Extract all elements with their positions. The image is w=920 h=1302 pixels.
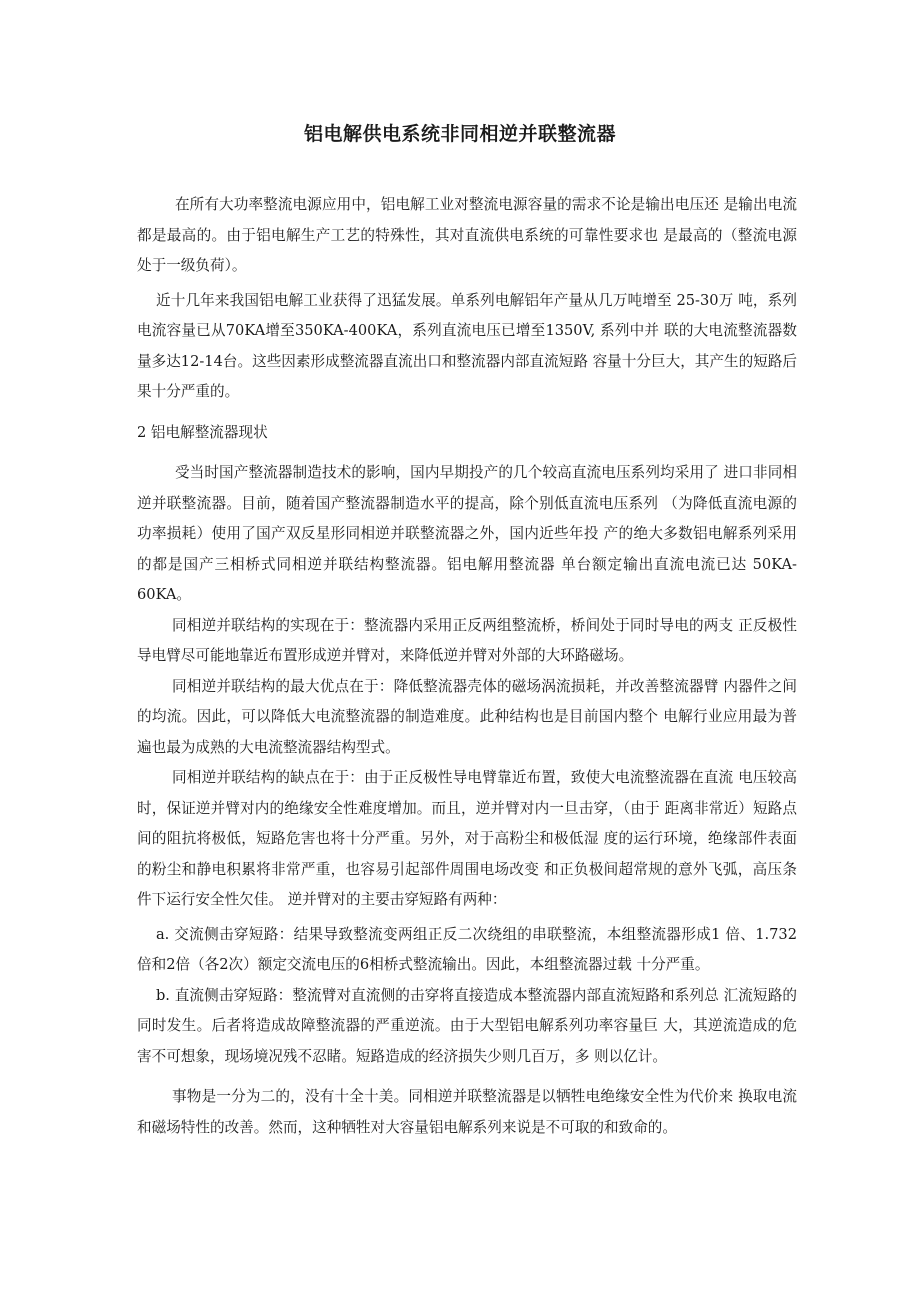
paragraph-status: 受当时国产整流器制造技术的影响，国内早期投产的几个较高直流电压系列均采用了 进口非同相逆并联整流器。目前，随着国产整流器制造水平的提高，除个别低直流电压系列 （为降低直流电源的功率损耗）使用了国产双反星形同相逆并联整流器之外，国内近些年投 产的绝大多数铝电解系列采用的都是国产三相桥式同相逆并联结构整流器。铝电解用整流器 单台额定输出直流电流已达 50KA-60KA。 — [137, 464, 797, 603]
paragraph-conclusion: 事物是一分为二的，没有十全十美。同相逆并联整流器是以牺牲电绝缘安全性为代价来 换取电流和磁场特性的改善。然而，这种牺牲对大容量铝电解系列来说是不可取的和致命的。 — [137, 1088, 797, 1136]
list-item-ac-short: a. 交流侧击穿短路：结果导致整流变两组正反二次绕组的串联整流，本组整流器形成1 倍、1.732倍和2倍（各2次）额定交流电压的6相桥式整流输出。因此，本组整流器过载 十分严重。 — [137, 925, 797, 973]
list-item-dc-short: b. 直流侧击穿短路：整流臂对直流侧的击穿将直接造成本整流器内部直流短路和系列总 汇流短路的同时发生。后者将造成故障整流器的严重逆流。由于大型铝电解系列功率容量巨 大，其逆流造成的危害不可想象，现场境况残不忍睹。短路造成的经济损失少则几百万，多 则以亿计。 — [137, 986, 797, 1065]
paragraph-development: 近十几年来我国铝电解工业获得了迅猛发展。单系列电解铝年产量从几万吨增至 25-30万 吨，系列电流容量已从70KA增至350KA-400KA，系列直流电压已增至1350V, 系列中并 联的大电流整流器数量多达12-14台。这些因素形成整流器直流出口和整流器内部直流短路 容量十分巨大，其产生的短路后果十分严重的。 — [137, 291, 797, 400]
paragraph-advantages: 同相逆并联结构的最大优点在于：降低整流器壳体的磁场涡流损耗，并改善整流器臂 内器件之间的均流。因此，可以降低大电流整流器的制造难度。此种结构也是目前国内整个 电解行业应用最为普遍也最为成熟的大电流整流器结构型式。 — [137, 677, 797, 756]
section-heading-current-status: 2 铝电解整流器现状 — [137, 423, 268, 441]
paragraph-structure: 同相逆并联结构的实现在于：整流器内采用正反两组整流桥，桥间处于同时导电的两支 正反极性导电臂尽可能地靠近布置形成逆并臂对，来降低逆并臂对外部的大环路磁场。 — [137, 616, 797, 664]
paragraph-disadvantages: 同相逆并联结构的缺点在于：由于正反极性导电臂靠近布置，致使大电流整流器在直流 电压较高时，保证逆并臂对内的绝缘安全性难度增加。而且，逆并臂对内一旦击穿，（由于 距离非常近）短路点间的阻抗将极低，短路危害也将十分严重。另外，对于高粉尘和极低湿 度的运行环境，绝缘部件表面的粉尘和静电积累将非常严重，也容易引起部件周围电场改变 和正负极间超常规的意外飞弧，高压条件下运行安全性欠佳。 逆并臂对的主要击穿短路有两种： — [137, 769, 797, 908]
document-title: 铝电解供电系统非同相逆并联整流器 — [303, 123, 616, 145]
paragraph-intro: 在所有大功率整流电源应用中，铝电解工业对整流电源容量的需求不论是输出电压还 是输出电流都是最高的。由于铝电解生产工艺的特殊性，其对直流供电系统的可靠性要求也 是最高的（整流电源处于一级负荷）。 — [137, 196, 797, 274]
document-body — [137, 190, 797, 1143]
